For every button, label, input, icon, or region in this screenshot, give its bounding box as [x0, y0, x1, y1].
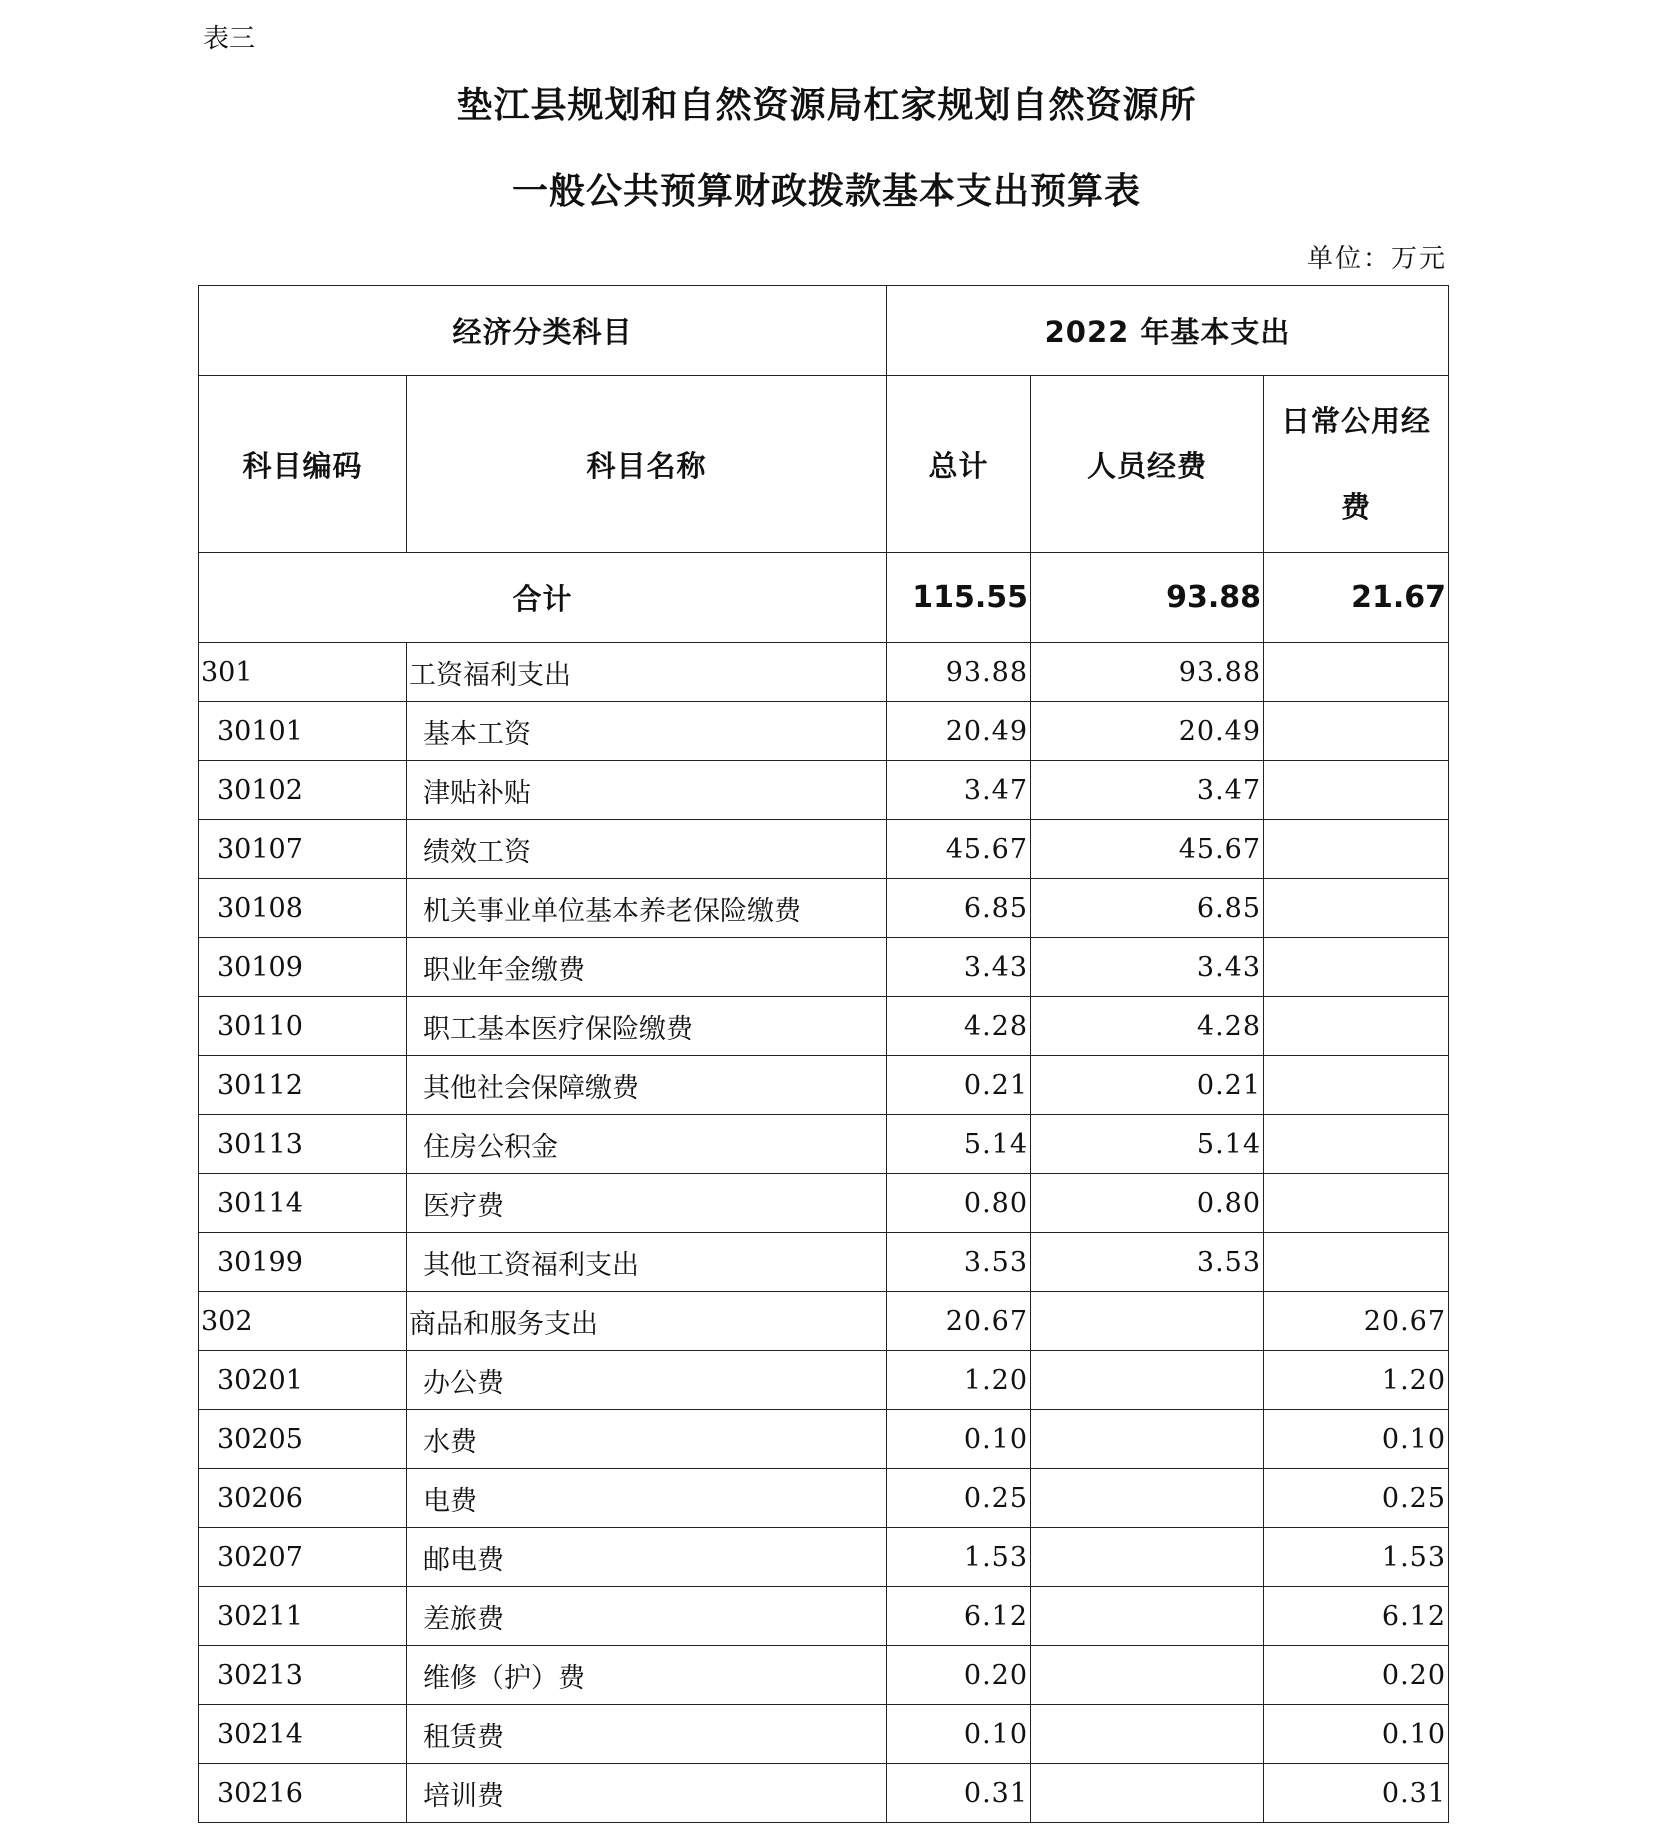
row-name-cell: 维修（护）费	[407, 1646, 887, 1705]
row-name-cell: 绩效工资	[407, 820, 887, 879]
row-name-cell: 其他工资福利支出	[407, 1233, 887, 1292]
row-personnel-cell	[1031, 1705, 1264, 1764]
row-name-cell: 培训费	[407, 1764, 887, 1823]
row-personnel-cell	[1031, 1646, 1264, 1705]
row-personnel-cell: 45.67	[1031, 820, 1264, 879]
row-total-cell: 0.21	[887, 1056, 1031, 1115]
row-code-cell: 30112	[199, 1056, 407, 1115]
row-public-cell	[1264, 1233, 1449, 1292]
total-label: 合计	[199, 553, 887, 643]
row-name-cell: 其他社会保障缴费	[407, 1056, 887, 1115]
header-public-line2: 费	[1341, 490, 1372, 524]
row-name-cell: 办公费	[407, 1351, 887, 1410]
row-public-cell	[1264, 643, 1449, 702]
row-code-cell: 30206	[199, 1469, 407, 1528]
row-total-cell: 0.10	[887, 1410, 1031, 1469]
row-public-cell: 1.20	[1264, 1351, 1449, 1410]
row-total-cell: 1.53	[887, 1528, 1031, 1587]
row-name-cell: 差旅费	[407, 1587, 887, 1646]
table-row	[199, 1646, 1449, 1705]
row-code-cell: 30102	[199, 761, 407, 820]
row-name-cell: 商品和服务支出	[407, 1292, 887, 1351]
table-row	[199, 702, 1449, 761]
table-row	[199, 1351, 1449, 1410]
row-personnel-cell: 0.21	[1031, 1056, 1264, 1115]
table-row	[199, 997, 1449, 1056]
row-personnel-cell: 93.88	[1031, 643, 1264, 702]
header-year-basic: 2022 年基本支出	[887, 286, 1449, 376]
row-total-cell: 93.88	[887, 643, 1031, 702]
table-row	[199, 1292, 1449, 1351]
row-public-cell: 1.53	[1264, 1528, 1449, 1587]
row-total-cell: 0.20	[887, 1646, 1031, 1705]
row-code-cell: 301	[199, 643, 407, 702]
row-total-cell: 3.43	[887, 938, 1031, 997]
header-personnel: 人员经费	[1031, 376, 1264, 553]
row-name-cell: 机关事业单位基本养老保险缴费	[407, 879, 887, 938]
row-public-cell: 0.25	[1264, 1469, 1449, 1528]
table-row	[199, 1056, 1449, 1115]
table-row	[199, 761, 1449, 820]
row-name-cell: 职工基本医疗保险缴费	[407, 997, 887, 1056]
row-code-cell: 30114	[199, 1174, 407, 1233]
row-name-cell: 租赁费	[407, 1705, 887, 1764]
row-name-cell: 邮电费	[407, 1528, 887, 1587]
row-code-cell: 30205	[199, 1410, 407, 1469]
row-public-cell	[1264, 820, 1449, 879]
row-personnel-cell	[1031, 1528, 1264, 1587]
row-total-cell: 20.67	[887, 1292, 1031, 1351]
row-personnel-cell: 3.53	[1031, 1233, 1264, 1292]
row-personnel-cell: 6.85	[1031, 879, 1264, 938]
table-row	[199, 1174, 1449, 1233]
row-name-cell: 住房公积金	[407, 1115, 887, 1174]
row-name-cell: 基本工资	[407, 702, 887, 761]
row-personnel-cell	[1031, 1292, 1264, 1351]
row-public-cell	[1264, 702, 1449, 761]
total-public: 21.67	[1264, 553, 1449, 643]
row-code-cell: 30110	[199, 997, 407, 1056]
row-public-cell: 0.10	[1264, 1410, 1449, 1469]
row-code-cell: 30199	[199, 1233, 407, 1292]
row-public-cell	[1264, 997, 1449, 1056]
row-name-cell: 电费	[407, 1469, 887, 1528]
table-row	[199, 1587, 1449, 1646]
row-personnel-cell	[1031, 1587, 1264, 1646]
row-personnel-cell	[1031, 1764, 1264, 1823]
table-row	[199, 938, 1449, 997]
row-personnel-cell: 5.14	[1031, 1115, 1264, 1174]
row-code-cell: 30113	[199, 1115, 407, 1174]
row-public-cell	[1264, 1056, 1449, 1115]
table-row	[199, 1233, 1449, 1292]
row-code-cell: 30207	[199, 1528, 407, 1587]
row-public-cell	[1264, 938, 1449, 997]
budget-table	[198, 285, 1449, 1823]
row-personnel-cell: 3.43	[1031, 938, 1264, 997]
document-title-line1: 垫江县规划和自然资源局杠家规划自然资源所	[456, 85, 1197, 126]
document-title-line2: 一般公共预算财政拨款基本支出预算表	[511, 171, 1141, 212]
row-name-cell: 职业年金缴费	[407, 938, 887, 997]
row-personnel-cell: 4.28	[1031, 997, 1264, 1056]
row-code-cell: 30211	[199, 1587, 407, 1646]
total-total: 115.55	[887, 553, 1031, 643]
header-code: 科目编码	[199, 376, 407, 553]
row-name-cell: 医疗费	[407, 1174, 887, 1233]
row-code-cell: 30101	[199, 702, 407, 761]
row-total-cell: 5.14	[887, 1115, 1031, 1174]
table-label: 表三	[203, 24, 256, 54]
total-personnel: 93.88	[1031, 553, 1264, 643]
row-total-cell: 0.80	[887, 1174, 1031, 1233]
row-public-cell: 0.31	[1264, 1764, 1449, 1823]
table-row	[199, 1705, 1449, 1764]
row-public-cell	[1264, 1115, 1449, 1174]
table-row	[199, 1469, 1449, 1528]
header-category: 经济分类科目	[199, 286, 887, 376]
header-public	[1264, 376, 1449, 553]
row-public-cell	[1264, 1174, 1449, 1233]
row-public-cell: 0.20	[1264, 1646, 1449, 1705]
row-personnel-cell: 3.47	[1031, 761, 1264, 820]
row-public-cell: 0.10	[1264, 1705, 1449, 1764]
row-total-cell: 3.53	[887, 1233, 1031, 1292]
row-name-cell: 水费	[407, 1410, 887, 1469]
table-row	[199, 643, 1449, 702]
row-personnel-cell	[1031, 1410, 1264, 1469]
row-total-cell: 45.67	[887, 820, 1031, 879]
row-code-cell: 30108	[199, 879, 407, 938]
row-code-cell: 30109	[199, 938, 407, 997]
row-personnel-cell	[1031, 1469, 1264, 1528]
header-public-line1: 日常公用经	[1281, 404, 1432, 438]
table-row	[199, 820, 1449, 879]
header-row-2	[199, 376, 1449, 553]
table-row	[199, 879, 1449, 938]
row-personnel-cell	[1031, 1351, 1264, 1410]
header-name: 科目名称	[407, 376, 887, 553]
total-row	[199, 553, 1449, 643]
row-code-cell: 302	[199, 1292, 407, 1351]
row-public-cell: 20.67	[1264, 1292, 1449, 1351]
row-total-cell: 20.49	[887, 702, 1031, 761]
row-name-cell: 工资福利支出	[407, 643, 887, 702]
row-total-cell: 0.31	[887, 1764, 1031, 1823]
row-code-cell: 30214	[199, 1705, 407, 1764]
table-row	[199, 1764, 1449, 1823]
row-total-cell: 1.20	[887, 1351, 1031, 1410]
row-code-cell: 30201	[199, 1351, 407, 1410]
row-total-cell: 0.10	[887, 1705, 1031, 1764]
row-code-cell: 30216	[199, 1764, 407, 1823]
table-row	[199, 1410, 1449, 1469]
row-total-cell: 6.85	[887, 879, 1031, 938]
row-total-cell: 6.12	[887, 1587, 1031, 1646]
row-code-cell: 30107	[199, 820, 407, 879]
row-total-cell: 3.47	[887, 761, 1031, 820]
row-total-cell: 4.28	[887, 997, 1031, 1056]
row-code-cell: 30213	[199, 1646, 407, 1705]
row-public-cell	[1264, 879, 1449, 938]
row-personnel-cell: 20.49	[1031, 702, 1264, 761]
table-row	[199, 1115, 1449, 1174]
row-public-cell	[1264, 761, 1449, 820]
row-name-cell: 津贴补贴	[407, 761, 887, 820]
unit-label: 单位：万元	[1306, 244, 1447, 274]
table-row	[199, 1528, 1449, 1587]
row-personnel-cell: 0.80	[1031, 1174, 1264, 1233]
row-public-cell: 6.12	[1264, 1587, 1449, 1646]
header-row-1	[199, 286, 1449, 376]
header-total: 总计	[887, 376, 1031, 553]
row-total-cell: 0.25	[887, 1469, 1031, 1528]
